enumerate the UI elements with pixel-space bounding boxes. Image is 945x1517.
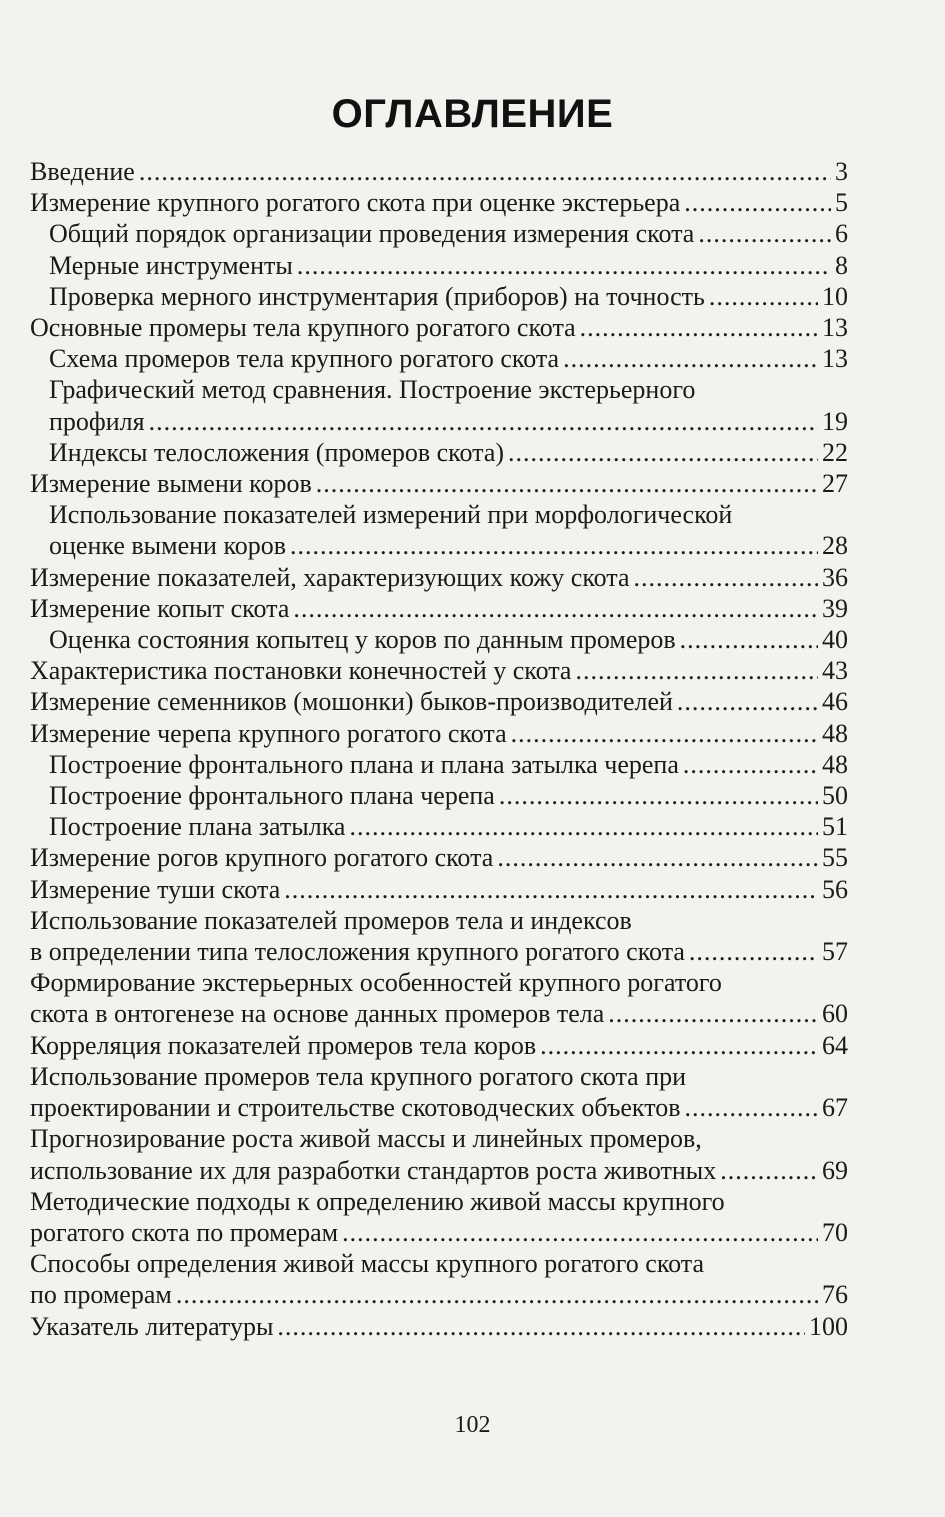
toc-entry-text: Указатель литературы	[30, 1311, 274, 1341]
toc-subentry[interactable]	[30, 218, 848, 249]
toc-subentry[interactable]	[30, 437, 848, 468]
toc-entry[interactable]	[30, 718, 848, 749]
toc-subentry[interactable]	[30, 811, 848, 842]
dot-leader	[720, 1155, 818, 1186]
dot-leader	[284, 874, 818, 905]
toc-entry-text: по промерам	[30, 1280, 172, 1310]
toc-entry[interactable]	[30, 593, 848, 624]
dot-leader	[297, 250, 831, 281]
toc-entry[interactable]	[30, 874, 848, 905]
toc-entry-text: Построение фронтального плана и плана затылка черепа	[49, 749, 679, 779]
dot-leader	[277, 1311, 805, 1342]
toc-entry-text: Мерные инструменты	[49, 250, 293, 280]
dot-leader	[689, 936, 818, 967]
toc-entry[interactable]	[30, 1030, 848, 1061]
toc-entry[interactable]	[30, 562, 848, 593]
dot-leader	[575, 655, 818, 686]
dot-leader	[580, 312, 818, 343]
toc-page-number: 55	[822, 843, 848, 873]
toc-page-number: 56	[822, 874, 848, 904]
page-number: 102	[454, 1412, 491, 1438]
toc-subentry[interactable]	[30, 749, 848, 780]
toc-entry-text: использование их для разработки стандартов роста животных	[30, 1155, 717, 1185]
toc-entry[interactable]	[30, 842, 848, 873]
dot-leader	[680, 624, 818, 655]
toc-entry[interactable]	[30, 1248, 848, 1310]
toc-entry-text: Введение	[30, 157, 135, 186]
toc-page-number: 13	[822, 344, 848, 374]
toc-page-number: 8	[835, 250, 848, 280]
toc-page-number: 13	[822, 313, 848, 343]
dot-leader	[497, 842, 818, 873]
toc-entry[interactable]	[30, 1186, 848, 1248]
toc-subentry[interactable]	[30, 499, 848, 561]
dot-leader	[563, 343, 818, 374]
toc-page-number: 48	[822, 718, 848, 748]
toc-entry-text: Формирование экстерьерных особенностей крупного рогатого	[30, 968, 722, 998]
toc-page-number: 5	[835, 188, 848, 218]
toc-page-number: 64	[822, 1030, 848, 1060]
dot-leader	[634, 562, 818, 593]
toc-entry-text: Способы определения живой массы крупного рогатого скота	[30, 1249, 705, 1279]
toc-entry-text: Индексы телосложения (промеров скота)	[49, 437, 505, 467]
toc-page-number: 57	[822, 937, 848, 967]
toc-page-number: 28	[822, 531, 848, 561]
toc-entry[interactable]	[30, 156, 848, 187]
toc-entry-text: Графический метод сравнения. Построение экстерьерного	[49, 375, 696, 405]
dot-leader	[683, 749, 818, 780]
toc-entry-text: Измерение копыт скота	[30, 593, 290, 623]
toc-page-number: 19	[822, 406, 848, 436]
toc-page-number: 50	[822, 781, 848, 811]
toc-subentry[interactable]	[30, 281, 848, 312]
toc-entry[interactable]	[30, 655, 848, 686]
toc-page-number: 60	[822, 999, 848, 1029]
dot-leader	[677, 686, 818, 717]
toc-subentry[interactable]	[30, 374, 848, 436]
toc-entry-text: Измерение рогов крупного рогатого скота	[30, 843, 494, 873]
dot-leader	[709, 281, 818, 312]
toc-entry-text: Использование показателей измерений при морфологической	[49, 500, 733, 530]
dot-leader	[139, 156, 831, 187]
toc-entry[interactable]	[30, 967, 848, 1029]
toc-subentry[interactable]	[30, 780, 848, 811]
toc-page-number: 100	[809, 1311, 848, 1341]
dot-leader	[685, 1092, 818, 1123]
dot-leader	[293, 593, 818, 624]
toc-entry-text: проектировании и строительстве скотоводческих объектов	[30, 1093, 681, 1123]
dot-leader	[290, 530, 818, 561]
toc-page-number: 40	[822, 625, 848, 655]
toc-page-number: 48	[822, 749, 848, 779]
toc-page-number: 36	[822, 562, 848, 592]
toc-page-number: 46	[822, 687, 848, 717]
toc-entry-text: Методические подходы к определению живой массы крупного	[30, 1186, 725, 1216]
toc-page-number: 22	[822, 437, 848, 467]
toc-entry-text: Использование показателей промеров тела и индексов	[30, 905, 632, 935]
toc-entry-text: Оценка состояния копытец у коров по данным промеров	[49, 625, 676, 655]
table-of-contents	[30, 156, 848, 1342]
toc-subentry[interactable]	[30, 250, 848, 281]
toc-entry-text: рогатого скота по промерам	[30, 1217, 339, 1247]
toc-entry-text: Прогнозирование роста живой массы и линейных промеров,	[30, 1124, 702, 1154]
toc-entry[interactable]	[30, 905, 848, 967]
toc-entry-text: Построение плана затылка	[49, 812, 346, 842]
toc-subentry[interactable]	[30, 343, 848, 374]
toc-entry-text: Измерение черепа крупного рогатого скота	[30, 718, 507, 748]
toc-entry-text: Измерение крупного рогатого скота при оценке экстерьера	[30, 188, 681, 218]
toc-entry-text: Измерение вымени коров	[30, 469, 312, 499]
toc-entry-text: Измерение семенников (мошонки) быков-производителей	[30, 687, 673, 717]
toc-entry[interactable]	[30, 1311, 848, 1342]
toc-page-number: 76	[822, 1280, 848, 1310]
toc-entry-text: Корреляция показателей промеров тела коров	[30, 1030, 537, 1060]
dot-leader	[608, 998, 818, 1029]
toc-entry-text: Использование промеров тела крупного рогатого скота при	[30, 1061, 687, 1091]
toc-entry-text: в определении типа телосложения крупного рогатого скота	[30, 937, 685, 967]
toc-entry-text: Построение фронтального плана черепа	[49, 781, 495, 811]
toc-entry-text: скота в онтогенезе на основе данных промеров тела	[30, 999, 605, 1029]
toc-entry-text: Измерение показателей, характеризующих кожу скота	[30, 562, 630, 592]
toc-entry-text: Схема промеров тела крупного рогатого скота	[49, 344, 560, 374]
toc-entry[interactable]	[30, 1123, 848, 1185]
toc-entry-text: оценке вымени коров	[49, 531, 287, 561]
toc-page-number: 70	[822, 1217, 848, 1247]
dot-leader	[176, 1279, 818, 1310]
dot-leader	[684, 187, 831, 218]
toc-entry-text: Проверка мерного инструментария (приборов) на точность	[49, 281, 705, 311]
dot-leader	[342, 1217, 818, 1248]
toc-page-number: 43	[822, 656, 848, 686]
toc-entry[interactable]	[30, 1061, 848, 1123]
toc-page-number: 3	[835, 157, 848, 186]
toc-page-number: 27	[822, 469, 848, 499]
dot-leader	[698, 218, 831, 249]
toc-page-number: 51	[822, 812, 848, 842]
dot-leader	[508, 437, 818, 468]
toc-entry[interactable]	[30, 312, 848, 343]
toc-entry-text: Основные промеры тела крупного рогатого скота	[30, 313, 576, 343]
dot-leader	[511, 718, 818, 749]
toc-page-number: 10	[822, 281, 848, 311]
toc-entry-text: Измерение туши скота	[30, 874, 281, 904]
toc-entry-text: Характеристика постановки конечностей у скота	[30, 656, 572, 686]
toc-entry[interactable]	[30, 187, 848, 218]
dot-leader	[499, 780, 818, 811]
toc-page-number: 39	[822, 593, 848, 623]
toc-entry-text: профиля	[49, 406, 145, 436]
toc-page-number: 69	[822, 1155, 848, 1185]
toc-page-number: 67	[822, 1093, 848, 1123]
page-title: ОГЛАВЛЕНИЕ	[331, 92, 614, 136]
toc-entry[interactable]	[30, 468, 848, 499]
dot-leader	[349, 811, 818, 842]
toc-entry[interactable]	[30, 686, 848, 717]
toc-page-number: 6	[835, 219, 848, 249]
toc-subentry[interactable]	[30, 624, 848, 655]
dot-leader	[540, 1030, 818, 1061]
dot-leader	[149, 406, 818, 437]
toc-entry-text: Общий порядок организации проведения измерения скота	[49, 219, 695, 249]
dot-leader	[316, 468, 818, 499]
